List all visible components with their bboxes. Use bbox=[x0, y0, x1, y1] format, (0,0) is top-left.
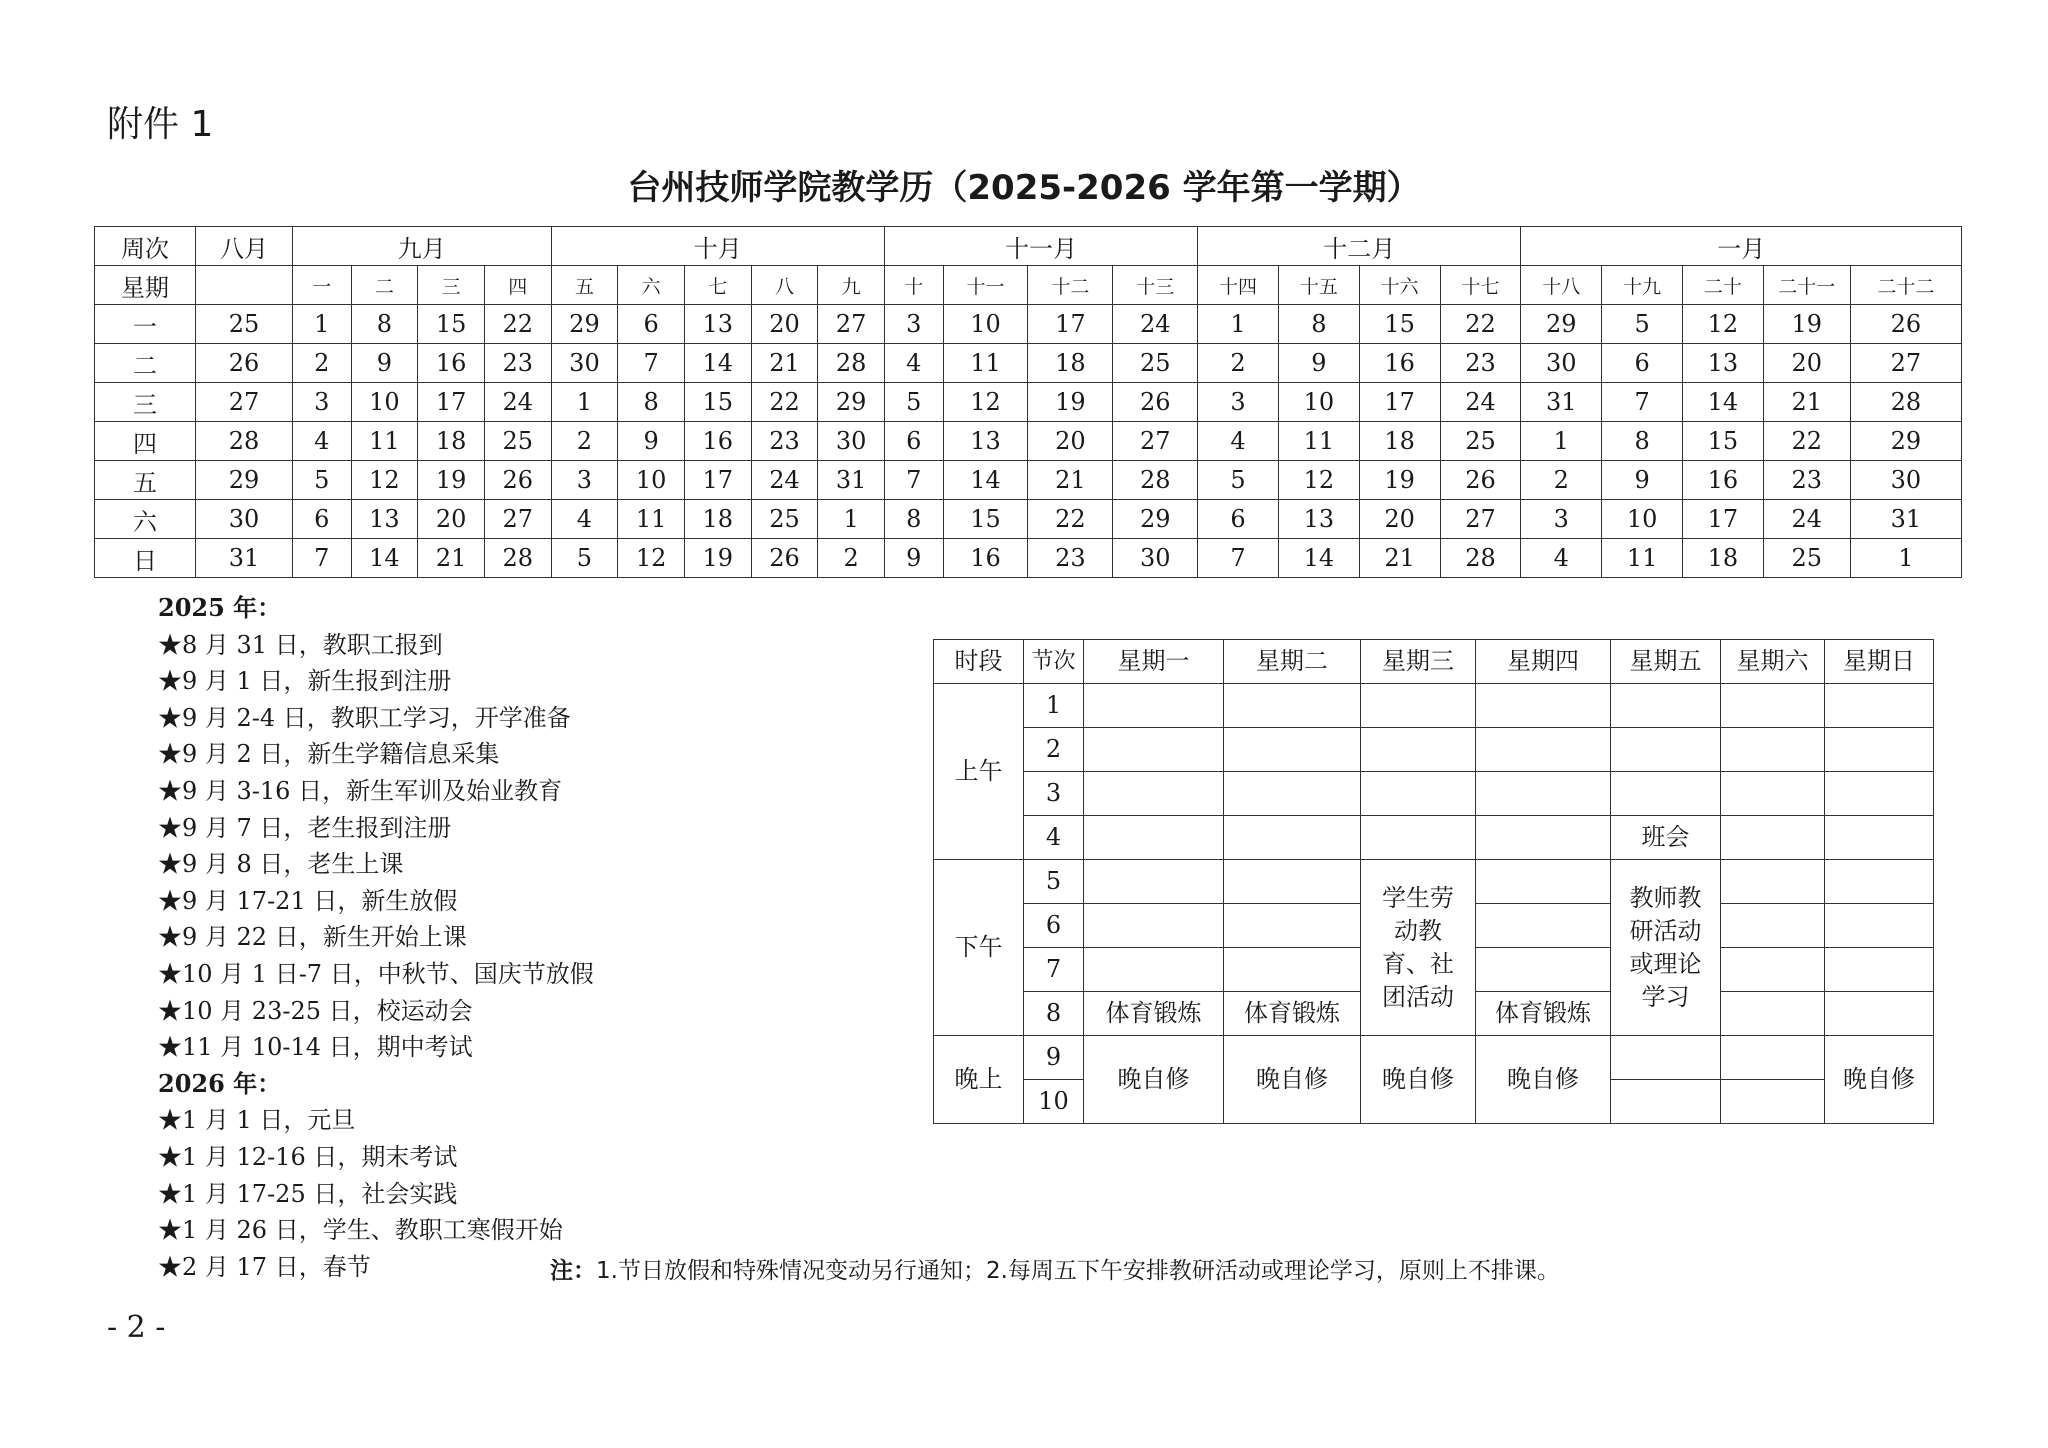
date-cell: 16 bbox=[418, 344, 485, 383]
date-cell: 19 bbox=[418, 461, 485, 500]
date-cell: 30 bbox=[818, 422, 885, 461]
date-cell: 18 bbox=[1683, 539, 1764, 578]
weekly-schedule-table bbox=[933, 639, 1934, 1124]
event-item: ★9 月 7 日，老生报到注册 bbox=[158, 813, 452, 842]
year-2026-heading: 2026 年： bbox=[158, 1068, 282, 1098]
date-cell: 16 bbox=[1683, 461, 1764, 500]
date-cell: 2 bbox=[293, 344, 352, 383]
date-cell: 4 bbox=[1198, 422, 1279, 461]
date-cell: 4 bbox=[293, 422, 352, 461]
date-cell: 5 bbox=[884, 383, 943, 422]
date-cell: 24 bbox=[1763, 500, 1850, 539]
date-cell: 13 bbox=[1278, 500, 1359, 539]
week-number: 十三 bbox=[1113, 266, 1198, 305]
date-cell: 31 bbox=[1850, 500, 1961, 539]
date-cell: 29 bbox=[1113, 500, 1198, 539]
date-cell: 10 bbox=[1278, 383, 1359, 422]
date-cell: 15 bbox=[684, 383, 751, 422]
date-cell: 25 bbox=[1440, 422, 1521, 461]
section-number: 3 bbox=[1024, 772, 1084, 816]
date-cell: 30 bbox=[196, 500, 293, 539]
day-header-sat: 星期六 bbox=[1721, 640, 1825, 684]
weekday-label: 四 bbox=[95, 422, 196, 461]
week-number: 七 bbox=[684, 266, 751, 305]
week-number: 六 bbox=[618, 266, 685, 305]
date-cell: 21 bbox=[418, 539, 485, 578]
date-cell: 26 bbox=[484, 461, 551, 500]
weekday-label: 五 bbox=[95, 461, 196, 500]
month-header: 八月 bbox=[196, 227, 293, 266]
pe-cell-thu: 体育锻炼 bbox=[1476, 992, 1611, 1036]
date-cell: 22 bbox=[1440, 305, 1521, 344]
day-header-thu: 星期四 bbox=[1476, 640, 1611, 684]
date-cell: 6 bbox=[618, 305, 685, 344]
date-cell: 14 bbox=[1683, 383, 1764, 422]
event-item: ★10 月 23-25 日，校运动会 bbox=[158, 996, 473, 1025]
date-cell: 27 bbox=[818, 305, 885, 344]
month-header: 十二月 bbox=[1198, 227, 1521, 266]
page-number: - 2 - bbox=[107, 1310, 166, 1345]
date-cell: 9 bbox=[1278, 344, 1359, 383]
date-cell: 1 bbox=[1198, 305, 1279, 344]
self-study-cell-sun: 晚自修 bbox=[1825, 1036, 1934, 1124]
week-number: 八 bbox=[751, 266, 818, 305]
date-cell: 10 bbox=[351, 383, 418, 422]
date-cell: 31 bbox=[196, 539, 293, 578]
date-cell: 1 bbox=[1521, 422, 1602, 461]
date-cell: 4 bbox=[1521, 539, 1602, 578]
date-cell: 26 bbox=[196, 344, 293, 383]
week-number: 十五 bbox=[1278, 266, 1359, 305]
weekday-label: 六 bbox=[95, 500, 196, 539]
date-cell: 18 bbox=[1359, 422, 1440, 461]
week-number: 十一 bbox=[943, 266, 1028, 305]
date-cell: 24 bbox=[484, 383, 551, 422]
date-cell: 5 bbox=[1198, 461, 1279, 500]
date-cell: 21 bbox=[1763, 383, 1850, 422]
event-item: ★9 月 22 日，新生开始上课 bbox=[158, 923, 467, 952]
date-cell: 6 bbox=[1198, 500, 1279, 539]
date-cell: 3 bbox=[293, 383, 352, 422]
date-cell: 26 bbox=[1113, 383, 1198, 422]
date-cell: 31 bbox=[818, 461, 885, 500]
afternoon-label: 下午 bbox=[934, 860, 1024, 1036]
date-cell: 13 bbox=[684, 305, 751, 344]
self-study-cell-mon: 晚自修 bbox=[1084, 1036, 1224, 1124]
date-cell: 5 bbox=[1602, 305, 1683, 344]
date-cell: 25 bbox=[1113, 344, 1198, 383]
section-number: 8 bbox=[1024, 992, 1084, 1036]
date-cell: 7 bbox=[1198, 539, 1279, 578]
date-cell: 28 bbox=[484, 539, 551, 578]
academic-calendar-table bbox=[94, 226, 1962, 578]
date-cell: 26 bbox=[751, 539, 818, 578]
date-cell: 11 bbox=[351, 422, 418, 461]
week-number: 二十二 bbox=[1850, 266, 1961, 305]
section-number: 5 bbox=[1024, 860, 1084, 904]
date-cell: 19 bbox=[1763, 305, 1850, 344]
date-cell: 28 bbox=[196, 422, 293, 461]
week-number: 十九 bbox=[1602, 266, 1683, 305]
section-number: 7 bbox=[1024, 948, 1084, 992]
date-cell: 17 bbox=[418, 383, 485, 422]
date-cell: 12 bbox=[1683, 305, 1764, 344]
weekday-label: 日 bbox=[95, 539, 196, 578]
week-number: 四 bbox=[484, 266, 551, 305]
date-cell: 1 bbox=[818, 500, 885, 539]
date-cell: 10 bbox=[943, 305, 1028, 344]
date-cell: 28 bbox=[1850, 383, 1961, 422]
day-label-header: 星期 bbox=[95, 266, 196, 305]
self-study-cell-wed: 晚自修 bbox=[1361, 1036, 1476, 1124]
event-item: ★9 月 1 日，新生报到注册 bbox=[158, 667, 452, 696]
event-item: ★9 月 2-4 日，教职工学习，开学准备 bbox=[158, 703, 571, 732]
date-cell: 22 bbox=[1763, 422, 1850, 461]
date-cell: 5 bbox=[293, 461, 352, 500]
date-cell: 6 bbox=[293, 500, 352, 539]
date-cell: 8 bbox=[884, 500, 943, 539]
period-header: 时段 bbox=[934, 640, 1024, 684]
date-cell: 27 bbox=[1850, 344, 1961, 383]
event-item: ★9 月 8 日，老生上课 bbox=[158, 850, 404, 879]
date-cell: 28 bbox=[1440, 539, 1521, 578]
date-cell: 15 bbox=[418, 305, 485, 344]
week-number bbox=[196, 266, 293, 305]
date-cell: 21 bbox=[751, 344, 818, 383]
date-cell: 2 bbox=[551, 422, 618, 461]
section-number: 9 bbox=[1024, 1036, 1084, 1080]
date-cell: 11 bbox=[1602, 539, 1683, 578]
date-cell: 3 bbox=[1198, 383, 1279, 422]
date-cell: 19 bbox=[1359, 461, 1440, 500]
date-cell: 25 bbox=[1763, 539, 1850, 578]
date-cell: 25 bbox=[751, 500, 818, 539]
date-cell: 23 bbox=[1028, 539, 1113, 578]
date-cell: 8 bbox=[618, 383, 685, 422]
date-cell: 27 bbox=[196, 383, 293, 422]
date-cell: 3 bbox=[551, 461, 618, 500]
date-cell: 10 bbox=[1602, 500, 1683, 539]
week-number: 二 bbox=[351, 266, 418, 305]
week-number: 十七 bbox=[1440, 266, 1521, 305]
weekday-label: 二 bbox=[95, 344, 196, 383]
pe-cell-mon: 体育锻炼 bbox=[1084, 992, 1224, 1036]
date-cell: 30 bbox=[1521, 344, 1602, 383]
date-cell: 24 bbox=[1113, 305, 1198, 344]
date-cell: 14 bbox=[943, 461, 1028, 500]
date-cell: 19 bbox=[1028, 383, 1113, 422]
date-cell: 1 bbox=[1850, 539, 1961, 578]
date-cell: 12 bbox=[618, 539, 685, 578]
date-cell: 12 bbox=[351, 461, 418, 500]
date-cell: 12 bbox=[1278, 461, 1359, 500]
date-cell: 8 bbox=[1602, 422, 1683, 461]
date-cell: 3 bbox=[1521, 500, 1602, 539]
date-cell: 16 bbox=[684, 422, 751, 461]
month-header: 一月 bbox=[1521, 227, 1962, 266]
date-cell: 9 bbox=[351, 344, 418, 383]
footnote-text: 1.节日放假和特殊情况变动另行通知；2.每周五下午安排教研活动或理论学习，原则上不排课。 bbox=[596, 1258, 1560, 1284]
event-item: ★1 月 12-16 日，期末考试 bbox=[158, 1142, 458, 1171]
evening-label: 晚上 bbox=[934, 1036, 1024, 1124]
date-cell: 9 bbox=[1602, 461, 1683, 500]
section-number: 10 bbox=[1024, 1080, 1084, 1124]
month-header: 十月 bbox=[551, 227, 884, 266]
date-cell: 10 bbox=[618, 461, 685, 500]
date-cell: 27 bbox=[1440, 500, 1521, 539]
week-number: 十二 bbox=[1028, 266, 1113, 305]
date-cell: 1 bbox=[551, 383, 618, 422]
event-item: ★2 月 17 日，春节 bbox=[158, 1252, 371, 1281]
page-title: 台州技师学院教学历（2025-2026 学年第一学期） bbox=[627, 168, 1421, 208]
date-cell: 26 bbox=[1440, 461, 1521, 500]
labor-activity-cell: 学生劳动教育、社团活动 bbox=[1361, 860, 1476, 1036]
date-cell: 7 bbox=[618, 344, 685, 383]
date-cell: 17 bbox=[684, 461, 751, 500]
day-header-mon: 星期一 bbox=[1084, 640, 1224, 684]
week-number: 一 bbox=[293, 266, 352, 305]
year-2025-heading: 2025 年： bbox=[158, 593, 282, 622]
date-cell: 7 bbox=[1602, 383, 1683, 422]
event-item: ★1 月 17-25 日，社会实践 bbox=[158, 1179, 458, 1208]
week-number: 十四 bbox=[1198, 266, 1279, 305]
date-cell: 12 bbox=[943, 383, 1028, 422]
events-list bbox=[158, 590, 594, 1285]
date-cell: 23 bbox=[751, 422, 818, 461]
date-cell: 23 bbox=[1440, 344, 1521, 383]
date-cell: 29 bbox=[818, 383, 885, 422]
date-cell: 24 bbox=[1440, 383, 1521, 422]
date-cell: 20 bbox=[1359, 500, 1440, 539]
date-cell: 21 bbox=[1359, 539, 1440, 578]
week-number: 十 bbox=[884, 266, 943, 305]
date-cell: 5 bbox=[551, 539, 618, 578]
date-cell: 25 bbox=[484, 422, 551, 461]
date-cell: 9 bbox=[618, 422, 685, 461]
event-item: ★10 月 1 日-7 日，中秋节、国庆节放假 bbox=[158, 959, 594, 988]
date-cell: 15 bbox=[1359, 305, 1440, 344]
month-header: 九月 bbox=[293, 227, 552, 266]
date-cell: 25 bbox=[196, 305, 293, 344]
date-cell: 8 bbox=[1278, 305, 1359, 344]
date-cell: 31 bbox=[1521, 383, 1602, 422]
date-cell: 17 bbox=[1359, 383, 1440, 422]
date-cell: 17 bbox=[1028, 305, 1113, 344]
date-cell: 11 bbox=[618, 500, 685, 539]
date-cell: 22 bbox=[484, 305, 551, 344]
event-item: ★1 月 26 日，学生、教职工寒假开始 bbox=[158, 1216, 563, 1245]
date-cell: 24 bbox=[751, 461, 818, 500]
date-cell: 6 bbox=[884, 422, 943, 461]
date-cell: 20 bbox=[1763, 344, 1850, 383]
day-header-wed: 星期三 bbox=[1361, 640, 1476, 684]
event-item: ★11 月 10-14 日，期中考试 bbox=[158, 1033, 473, 1062]
date-cell: 3 bbox=[884, 305, 943, 344]
month-header: 十一月 bbox=[884, 227, 1197, 266]
section-number: 6 bbox=[1024, 904, 1084, 948]
date-cell: 8 bbox=[351, 305, 418, 344]
week-label-header: 周次 bbox=[95, 227, 196, 266]
date-cell: 16 bbox=[1359, 344, 1440, 383]
weekday-label: 三 bbox=[95, 383, 196, 422]
pe-cell-tue: 体育锻炼 bbox=[1224, 992, 1361, 1036]
event-item: ★9 月 3-16 日，新生军训及始业教育 bbox=[158, 776, 563, 805]
date-cell: 26 bbox=[1850, 305, 1961, 344]
date-cell: 23 bbox=[484, 344, 551, 383]
date-cell: 4 bbox=[884, 344, 943, 383]
date-cell: 27 bbox=[1113, 422, 1198, 461]
day-header-tue: 星期二 bbox=[1224, 640, 1361, 684]
week-number: 二十 bbox=[1683, 266, 1764, 305]
week-number: 三 bbox=[418, 266, 485, 305]
section-header: 节次 bbox=[1024, 640, 1084, 684]
date-cell: 18 bbox=[1028, 344, 1113, 383]
date-cell: 19 bbox=[684, 539, 751, 578]
date-cell: 21 bbox=[1028, 461, 1113, 500]
date-cell: 29 bbox=[551, 305, 618, 344]
date-cell: 17 bbox=[1683, 500, 1764, 539]
date-cell: 13 bbox=[1683, 344, 1764, 383]
event-item: ★9 月 2 日，新生学籍信息采集 bbox=[158, 740, 500, 769]
section-number: 2 bbox=[1024, 728, 1084, 772]
date-cell: 9 bbox=[884, 539, 943, 578]
week-number: 二十一 bbox=[1763, 266, 1850, 305]
date-cell: 20 bbox=[1028, 422, 1113, 461]
date-cell: 30 bbox=[551, 344, 618, 383]
date-cell: 18 bbox=[418, 422, 485, 461]
date-cell: 4 bbox=[551, 500, 618, 539]
day-header-sun: 星期日 bbox=[1825, 640, 1934, 684]
date-cell: 30 bbox=[1113, 539, 1198, 578]
class-meeting-cell: 班会 bbox=[1611, 816, 1721, 860]
date-cell: 15 bbox=[943, 500, 1028, 539]
date-cell: 28 bbox=[1113, 461, 1198, 500]
date-cell: 14 bbox=[351, 539, 418, 578]
date-cell: 14 bbox=[684, 344, 751, 383]
date-cell: 14 bbox=[1278, 539, 1359, 578]
event-item: ★8 月 31 日，教职工报到 bbox=[158, 630, 443, 659]
week-number: 十八 bbox=[1521, 266, 1602, 305]
day-header-fri: 星期五 bbox=[1611, 640, 1721, 684]
week-number: 十六 bbox=[1359, 266, 1440, 305]
date-cell: 28 bbox=[818, 344, 885, 383]
date-cell: 11 bbox=[1278, 422, 1359, 461]
date-cell: 11 bbox=[943, 344, 1028, 383]
date-cell: 7 bbox=[884, 461, 943, 500]
date-cell: 20 bbox=[751, 305, 818, 344]
date-cell: 1 bbox=[293, 305, 352, 344]
event-item: ★1 月 1 日，元旦 bbox=[158, 1106, 356, 1135]
footnote bbox=[550, 1252, 1560, 1285]
date-cell: 22 bbox=[751, 383, 818, 422]
date-cell: 16 bbox=[943, 539, 1028, 578]
date-cell: 23 bbox=[1763, 461, 1850, 500]
section-number: 4 bbox=[1024, 816, 1084, 860]
date-cell: 6 bbox=[1602, 344, 1683, 383]
attachment-label: 附件 1 bbox=[107, 104, 214, 145]
date-cell: 30 bbox=[1850, 461, 1961, 500]
date-cell: 20 bbox=[418, 500, 485, 539]
section-number: 1 bbox=[1024, 684, 1084, 728]
teacher-research-cell: 教师教研活动或理论学习 bbox=[1611, 860, 1721, 1036]
date-cell: 2 bbox=[818, 539, 885, 578]
date-cell: 2 bbox=[1198, 344, 1279, 383]
week-number: 五 bbox=[551, 266, 618, 305]
date-cell: 29 bbox=[1521, 305, 1602, 344]
date-cell: 29 bbox=[196, 461, 293, 500]
date-cell: 13 bbox=[351, 500, 418, 539]
weekday-label: 一 bbox=[95, 305, 196, 344]
self-study-cell-thu: 晚自修 bbox=[1476, 1036, 1611, 1124]
date-cell: 7 bbox=[293, 539, 352, 578]
self-study-cell-tue: 晚自修 bbox=[1224, 1036, 1361, 1124]
date-cell: 2 bbox=[1521, 461, 1602, 500]
date-cell: 15 bbox=[1683, 422, 1764, 461]
date-cell: 22 bbox=[1028, 500, 1113, 539]
date-cell: 29 bbox=[1850, 422, 1961, 461]
event-item: ★9 月 17-21 日，新生放假 bbox=[158, 886, 458, 915]
date-cell: 13 bbox=[943, 422, 1028, 461]
footnote-label: 注： bbox=[550, 1258, 596, 1284]
morning-label: 上午 bbox=[934, 684, 1024, 860]
date-cell: 18 bbox=[684, 500, 751, 539]
week-number: 九 bbox=[818, 266, 885, 305]
date-cell: 27 bbox=[484, 500, 551, 539]
